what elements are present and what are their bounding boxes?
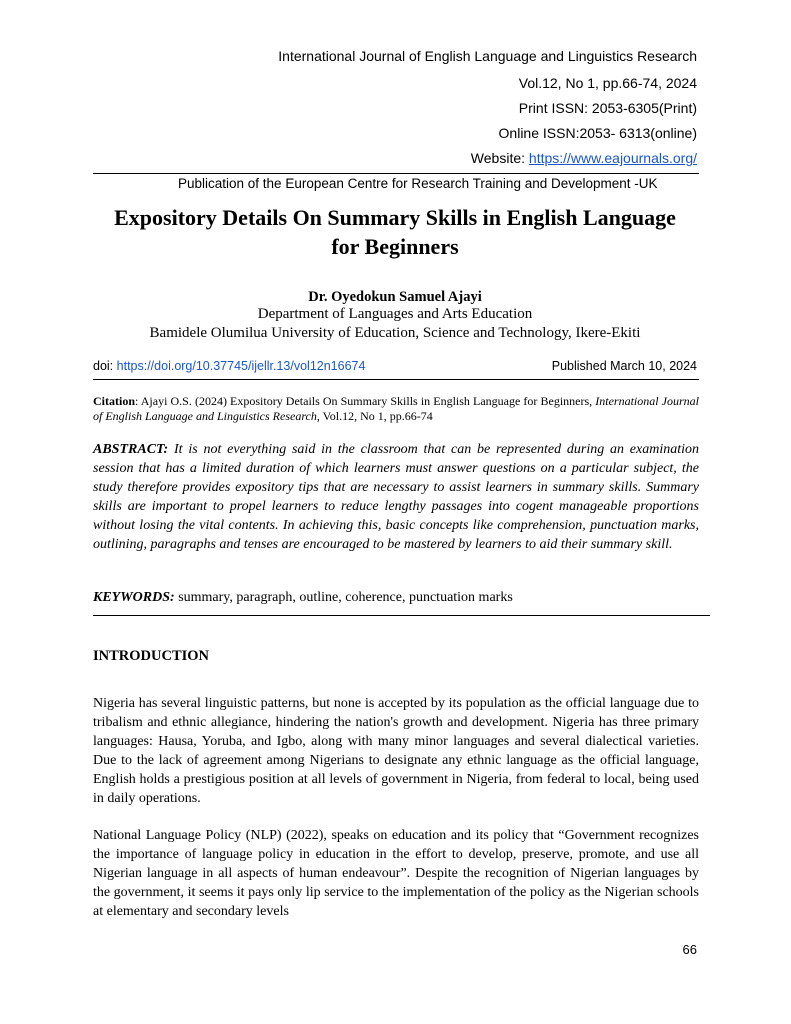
citation-text: : Ajayi O.S. (2024) Expository Details On Summary Skills in English Language for Beginners, bbox=[135, 394, 596, 408]
print-issn: Print ISSN: 2053-6305(Print) bbox=[518, 100, 697, 116]
paper-title bbox=[60, 203, 730, 261]
journal-name: International Journal of English Language and Linguistics Research bbox=[278, 48, 697, 64]
doi-label: doi: bbox=[93, 359, 117, 373]
abstract bbox=[93, 440, 699, 554]
citation-tail: Vol.12, No 1, pp.66-74 bbox=[319, 409, 433, 423]
website-label: Website: bbox=[470, 150, 529, 166]
keywords-rule bbox=[93, 615, 710, 616]
abstract-label: ABSTRACT: bbox=[93, 442, 169, 457]
volume-info: Vol.12, No 1, pp.66-74, 2024 bbox=[518, 75, 697, 91]
publisher-line: Publication of the European Centre for Research Training and Development -UK bbox=[178, 176, 658, 191]
citation-journal: International Journal of English Language and Linguistics Research, bbox=[93, 394, 699, 423]
website-link[interactable]: https://www.eajournals.org/ bbox=[528, 150, 697, 166]
author-name: Dr. Oyedokun Samuel Ajayi bbox=[308, 289, 482, 305]
keywords-label: KEYWORDS: bbox=[93, 590, 175, 605]
keywords bbox=[93, 588, 699, 607]
author-department: Department of Languages and Arts Education bbox=[257, 306, 533, 322]
page-number: 66 bbox=[682, 942, 697, 957]
doi-link[interactable]: https://doi.org/10.37745/ijellr.13/vol12n16674 bbox=[116, 359, 366, 373]
doi-line bbox=[93, 359, 365, 373]
citation bbox=[93, 394, 699, 424]
keywords-text: summary, paragraph, outline, coherence, punctuation marks bbox=[174, 590, 513, 605]
website-line bbox=[471, 150, 697, 166]
section-heading-introduction: INTRODUCTION bbox=[93, 648, 210, 664]
published-date: Published March 10, 2024 bbox=[551, 359, 697, 373]
author-institution: Bamidele Olumilua University of Education, Science and Technology, Ikere-Ekiti bbox=[149, 325, 641, 341]
title-line-1: Expository Details On Summary Skills in English Language bbox=[114, 205, 676, 230]
doi-rule bbox=[93, 379, 699, 380]
abstract-text: It is not everything said in the classroom that can be represented during an examination session that has a limited duration of which learners must answer questions on a particular subject, the study therefore provides expository tips that are necessary to assist learners in summary skills. Summary skills are important to propel learners to reduce lengthy passages into cogent manageable proportions without losing the vital contents. In achieving this, basic concepts like comprehension, punctuation marks, outlining, paragraphs and tenses are encouraged to be mastered by learners to aid their summary skill. bbox=[93, 442, 699, 552]
intro-paragraph-2: National Language Policy (NLP) (2022), speaks on education and its policy that “Government recognizes the importance of language policy in education in the effort to develop, preserve, promote, and use all Nigerian language in all aspects of human endeavour”. Despite the recognition of Nigerian languages by the government, it seems it pays only lip service to the implementation of the policy as the Nigerian schools at elementary and secondary levels bbox=[93, 828, 699, 919]
header-rule bbox=[93, 173, 699, 174]
citation-label: Citation bbox=[93, 394, 135, 408]
intro-paragraph-1: Nigeria has several linguistic patterns, but none is accepted by its population as the official language due to tribalism and ethnic allegiance, hindering the nation's growth and development. Nigeria has three primary languages: Hausa, Yoruba, and Igbo, along with many minor languages and several dialectical varieties. Due to the lack of agreement among Nigerians to designate any ethnic language as the official language, English holds a prestigious position at all levels of government in Nigeria, from federal to local, being used in daily operations. bbox=[93, 696, 699, 806]
title-line-2: for Beginners bbox=[331, 234, 459, 259]
online-issn: Online ISSN:2053- 6313(online) bbox=[498, 125, 697, 141]
